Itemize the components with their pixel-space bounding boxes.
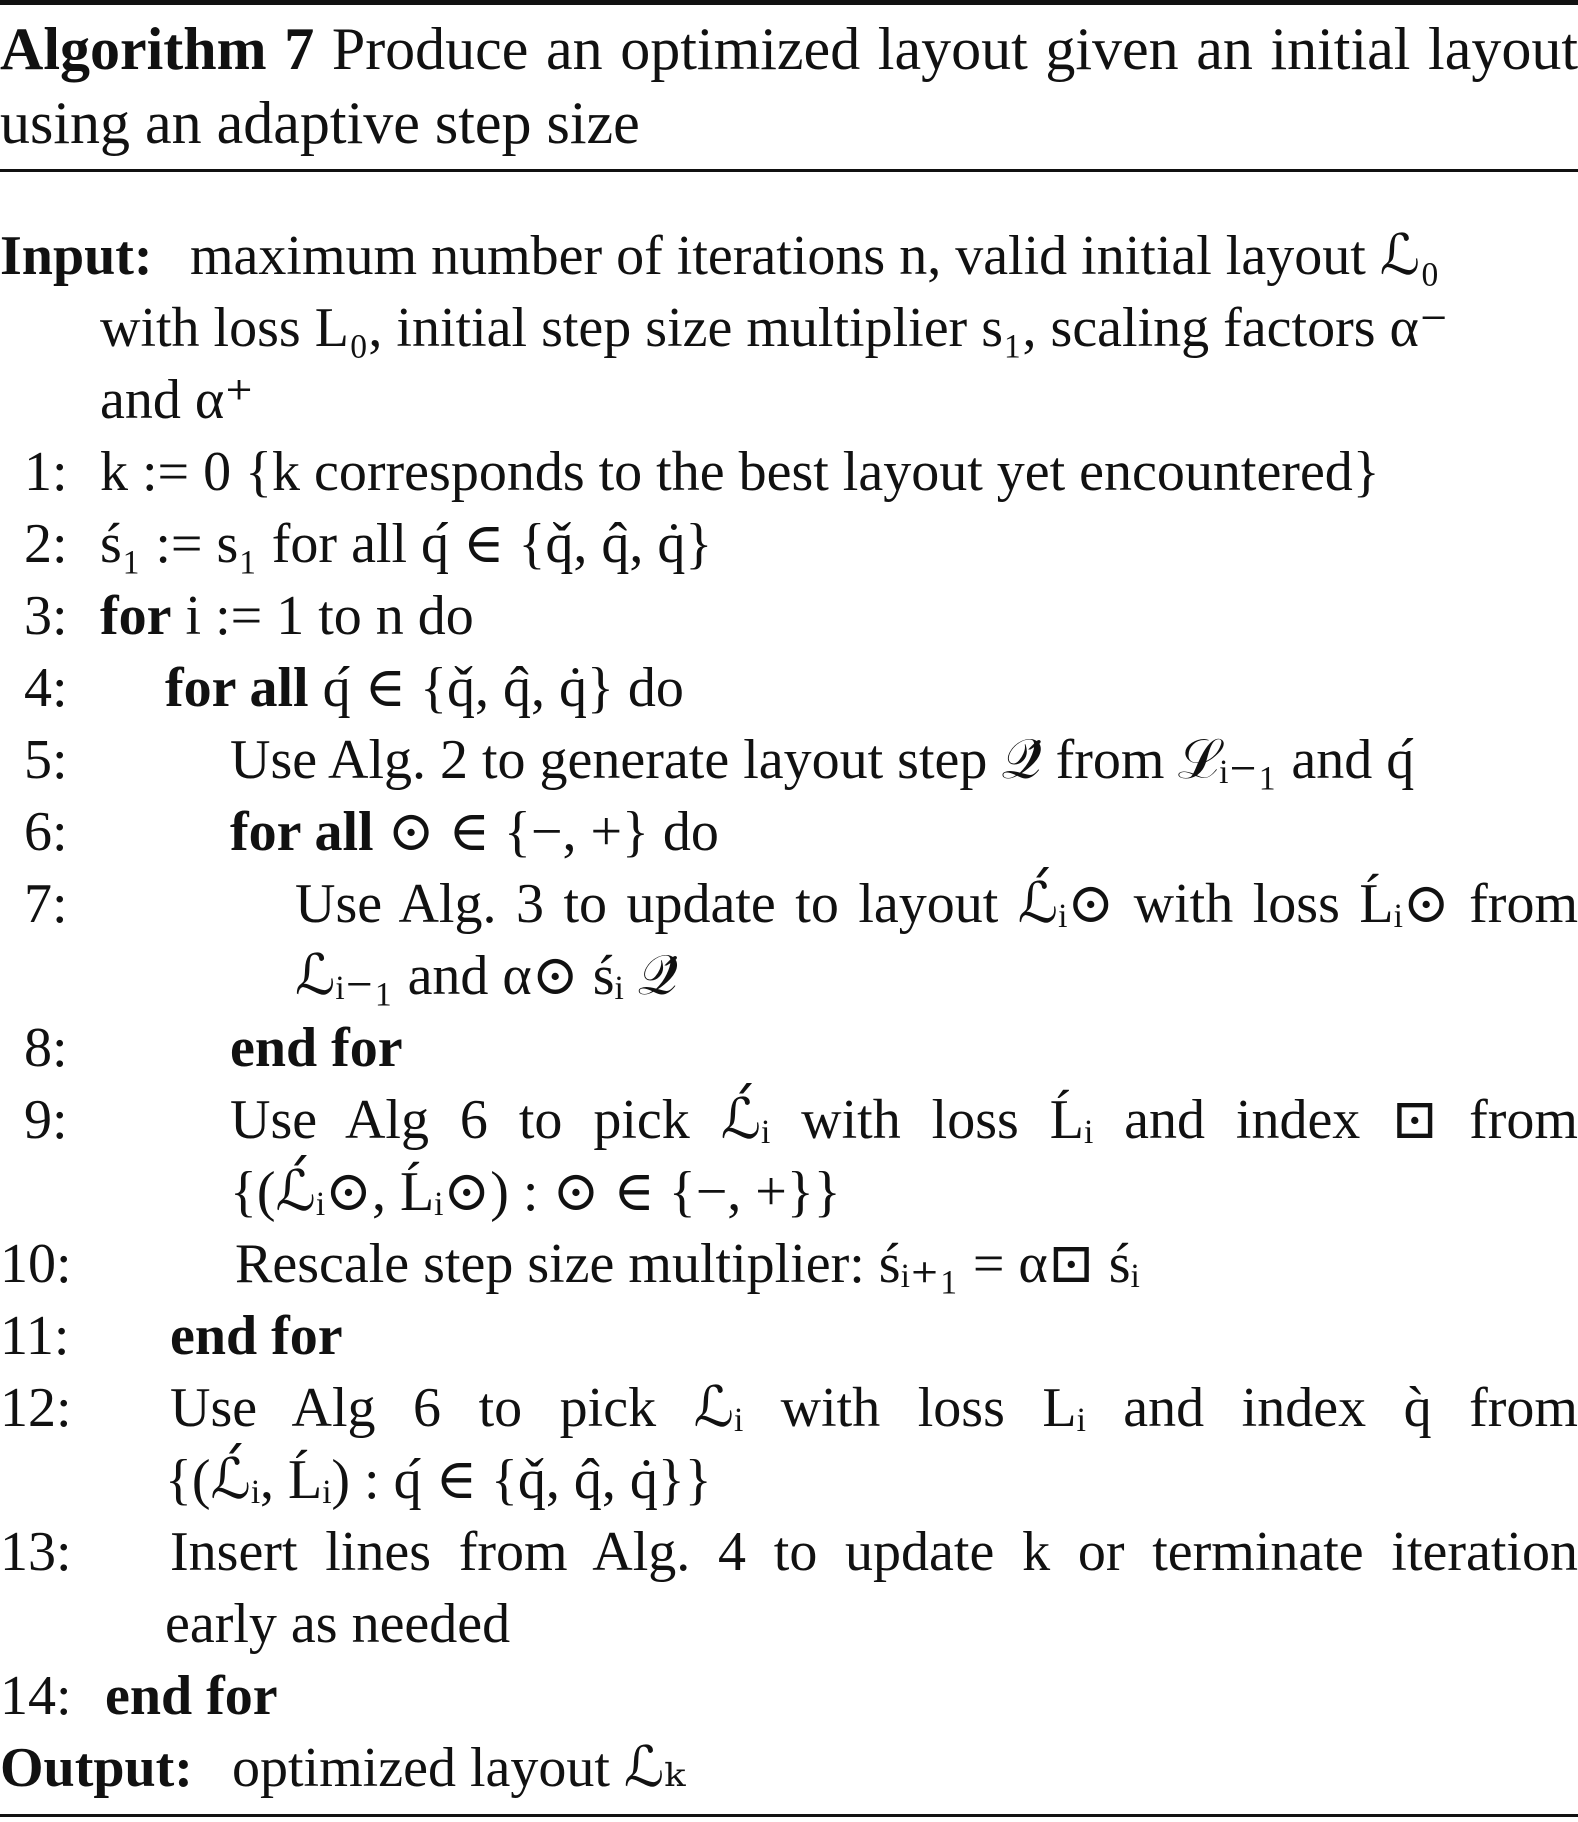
input-label: Input: [0, 225, 153, 287]
line-keyword: for [100, 585, 172, 647]
line-text: Use Alg. 3 to update to layout ℒ́ᵢ⊙ with loss Ĺᵢ⊙ from [295, 873, 1578, 935]
line-keyword: for all [230, 801, 374, 863]
top-rule [0, 0, 1578, 5]
line-number: 9: [24, 1089, 68, 1151]
output-label: Output: [0, 1737, 193, 1799]
line-text: ś₁ := s₁ for all q́ ∈ {q̌, q̂, q̇} [100, 513, 713, 575]
line-keyword: for all [165, 657, 309, 719]
line-number: 5: [24, 729, 68, 791]
bottom-rule [0, 1814, 1578, 1817]
output-text: optimized layout ℒₖ [232, 1737, 685, 1799]
line-keyword: end for [170, 1305, 343, 1367]
line-keyword: end for [230, 1017, 403, 1079]
line-number: 7: [24, 873, 68, 935]
line-number: 11: [0, 1305, 70, 1367]
algorithm-caption [0, 12, 1578, 160]
line-text: k := 0 {k corresponds to the best layout yet encountered} [100, 441, 1380, 503]
line-text-continuation: {(ℒ́ᵢ⊙, Ĺᵢ⊙) : ⊙ ∈ {−, +}} [230, 1161, 841, 1223]
line-text: ⊙ ∈ {−, +} do [387, 801, 719, 863]
line-text: Use Alg 6 to pick ℒ́ᵢ with loss Ĺᵢ and index ⊡ from [230, 1089, 1578, 1151]
line-text-continuation: ℒᵢ₋₁ and α⊙ śᵢ 𝒬́ [295, 945, 678, 1007]
line-text: Use Alg. 2 to generate layout step 𝒬́ from ℒᵢ₋₁ and q́ [230, 729, 1415, 791]
line-text: Rescale step size multiplier: śᵢ₊₁ = α⊡ śᵢ [235, 1233, 1140, 1295]
algorithm-label: Algorithm 7 [0, 16, 315, 82]
line-text: Insert lines from Alg. 4 to update k or terminate iteration [170, 1521, 1578, 1583]
line-text: i := 1 to n do [185, 585, 474, 647]
line-keyword: end for [105, 1665, 278, 1727]
algorithm-title: Produce an optimized layout given an initial layout using an adaptive step size [0, 16, 1578, 156]
line-number: 1: [24, 441, 68, 503]
line-number: 6: [24, 801, 68, 863]
line-number: 3: [24, 585, 68, 647]
line-number: 4: [24, 657, 68, 719]
line-number: 2: [24, 513, 68, 575]
line-number: 12: [0, 1377, 72, 1439]
line-text: Use Alg 6 to pick ℒᵢ with loss Lᵢ and index q̀ from [170, 1377, 1578, 1439]
caption-rule [0, 169, 1578, 172]
input-text-3: and α⁺ [100, 369, 254, 431]
line-number: 8: [24, 1017, 68, 1079]
line-text-continuation: {(ℒ́ᵢ, Ĺᵢ) : q́ ∈ {q̌, q̂, q̇}} [165, 1449, 712, 1511]
input-text-1: maximum number of iterations n, valid initial layout ℒ₀ [190, 225, 1440, 287]
line-text-continuation: early as needed [165, 1593, 511, 1655]
line-number: 10: [0, 1233, 72, 1295]
line-text: q́ ∈ {q̌, q̂, q̇} do [322, 657, 684, 719]
input-text-2: with loss L₀, initial step size multiplier s₁, scaling factors α⁻ [100, 297, 1449, 359]
line-number: 13: [0, 1521, 72, 1583]
line-number: 14: [0, 1665, 72, 1727]
